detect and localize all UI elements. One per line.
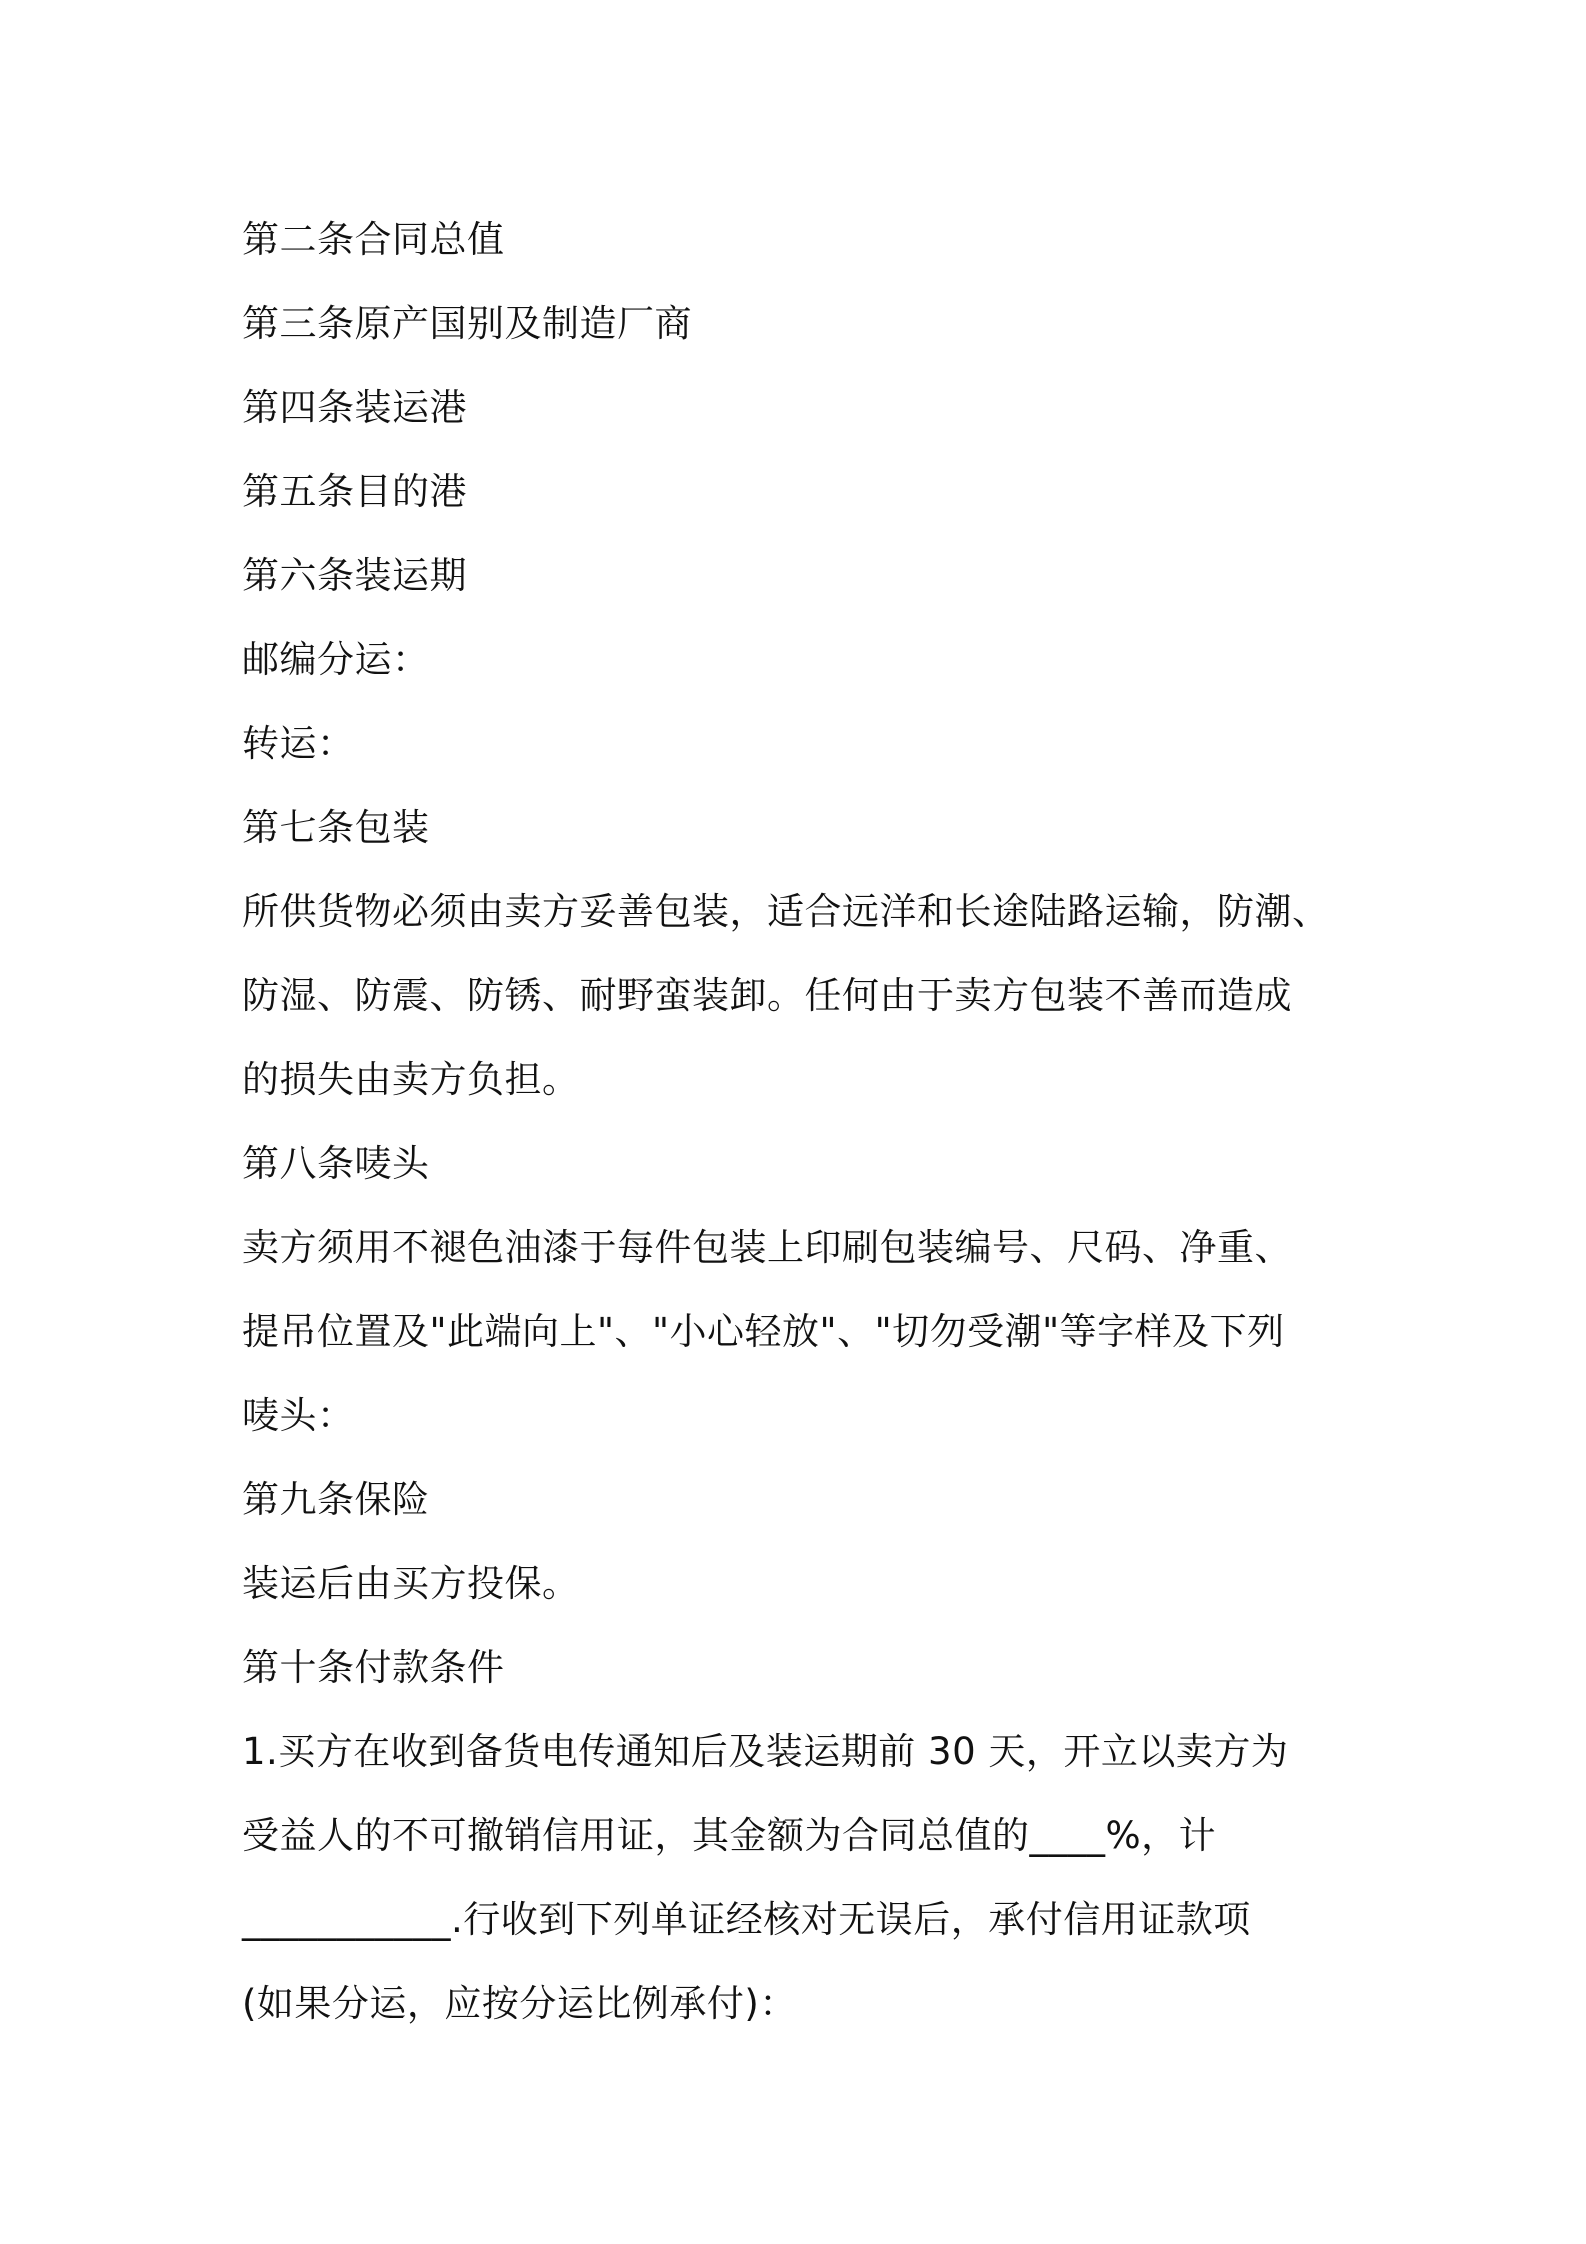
clause-6-heading: 第六条装运期 xyxy=(242,554,467,597)
marks-text-line-3: 唛头： xyxy=(242,1394,355,1437)
packing-text-line-3: 的损失由卖方负担。 xyxy=(242,1058,580,1101)
clause-2-heading: 第二条合同总值 xyxy=(242,218,505,261)
payment-text-line-1: 1.买方在收到备货电传通知后及装运期前 30 天，开立以卖方为 xyxy=(242,1730,1289,1773)
payment-text-line-2: 受益人的不可撤销信用证，其金额为合同总值的____%，计 xyxy=(242,1814,1217,1857)
marks-text-line-1: 卖方须用不褪色油漆于每件包装上印刷包装编号、尺码、净重、 xyxy=(242,1226,1292,1269)
clause-5-heading: 第五条目的港 xyxy=(242,470,467,513)
clause-9-heading: 第九条保险 xyxy=(242,1478,430,1521)
transshipment-label: 转运： xyxy=(242,722,355,765)
packing-text-line-2: 防湿、防震、防锈、耐野蛮装卸。任何由于卖方包装不善而造成 xyxy=(242,974,1292,1017)
payment-text-line-3: ___________.行收到下列单证经核对无误后，承付信用证款项 xyxy=(242,1898,1251,1941)
payment-text-line-4: (如果分运，应按分运比例承付)： xyxy=(242,1982,797,2025)
document-body xyxy=(242,198,1362,2046)
partial-shipment-label: 邮编分运： xyxy=(242,638,430,681)
clause-7-heading: 第七条包装 xyxy=(242,806,430,849)
clause-10-heading: 第十条付款条件 xyxy=(242,1646,505,1689)
insurance-text: 装运后由买方投保。 xyxy=(242,1562,580,1605)
clause-8-heading: 第八条唛头 xyxy=(242,1142,430,1185)
clause-4-heading: 第四条装运港 xyxy=(242,386,467,429)
packing-text-line-1: 所供货物必须由卖方妥善包装，适合远洋和长途陆路运输，防潮、 xyxy=(242,890,1330,933)
marks-text-line-2: 提吊位置及"此端向上"、"小心轻放"、"切勿受潮"等字样及下列 xyxy=(242,1310,1285,1353)
clause-3-heading: 第三条原产国别及制造厂商 xyxy=(242,302,692,345)
